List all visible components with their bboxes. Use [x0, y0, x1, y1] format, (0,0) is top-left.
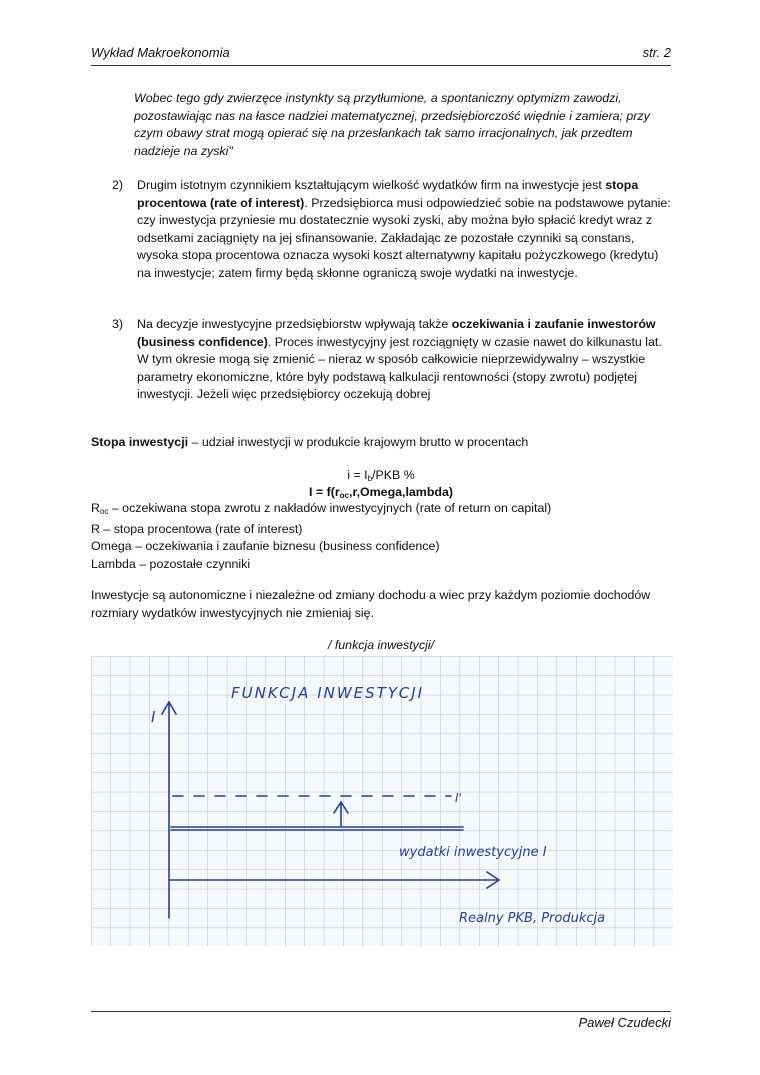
autonomy-paragraph: Inwestycje są autonomiczne i niezależne od zmiany dochodu a wiec przy każdym poziomie dochodów rozmiary wydatków inwestycyjnych nie zmieniaj się. — [91, 588, 651, 620]
text-run: . Przedsiębiorca musi odpowiedzieć sobie na podstawowe pytanie: czy inwestycja przyniesie mu dostatecznie wysoki zyski, aby można było spłacić kredyt wraz z odsetkami zaciągnięty na jej sfinansowanie. Zakładając ze pozostałe czynniki są constans, wysoka stopa procentowa oznacza wysoki koszt alternatywny kapitału pożyczkowego (kredytu) na inwestycje; zatem firmy będą skłonne ograniczą swoje wydatki na inwestycje. — [137, 195, 671, 280]
definition-row: Lambda – pozostałe czynniki — [91, 556, 251, 571]
y-axis-label: I — [151, 708, 156, 726]
header-title: Wykład Makroekonomia — [91, 45, 230, 60]
bold-term: oczekiwania i zaufanie inwestorów (business confidence) — [137, 317, 656, 349]
list-number: 3) — [112, 317, 124, 331]
text-run: Drugim istotnym czynnikiem kształtującym wielkość wydatków firm na inwestycje jest — [137, 178, 606, 192]
footer-author: Paweł Czudecki — [578, 1015, 671, 1030]
investment-rate-definition — [91, 434, 671, 452]
list-text — [137, 316, 672, 404]
definition-text: – udział inwestycji w produkcie krajowym brutto w procentach — [188, 435, 529, 449]
figure-caption: / funkcja inwestycji/ — [327, 638, 435, 652]
list-number: 2) — [112, 178, 124, 192]
list-item-3 — [112, 316, 672, 406]
list-text — [137, 177, 672, 282]
list-item-2 — [112, 177, 672, 302]
investment-function-sketch — [91, 656, 673, 946]
keynes-quote: Wobec tego gdy zwierzęce instynkty są przytłumione, a spontaniczny optymizm zawodzi, pozostawiając nas na łasce nadziei matematycznej, przedsiębiorczość więdnie i zamiera; przy czym obawy strat mogą opierać się na przesłankach tak samo irracjonalnych, jak przedtem nadzieje na zyski" — [134, 91, 650, 158]
dashed-line-label: I' — [455, 791, 462, 805]
definition-row: R – stopa procentowa (rate of interest) — [91, 521, 303, 536]
text-run: . Proces inwestycyjny jest rozciągnięty w czasie nawet do kilkunastu lat. W tym okresie mogą się zmienić – nieraz w sposób całkowicie nieprzewidywalny – wszystkie parametry ekonomiczne, które były podstawą kalkulacji rentowności (stopy zwrotu) podjętej inwestycji. Jeżeli więc przedsiębiorcy oczekują dobrej — [137, 334, 662, 401]
symbol-definitions — [91, 500, 671, 573]
definition-row: Omega – oczekiwania i zaufanie biznesu (business confidence) — [91, 539, 440, 553]
bold-term: stopa procentowa (rate of interest) — [137, 178, 639, 210]
text-run: Na decyzje inwestycyjne przedsiębiorstw wpływają także — [137, 317, 452, 331]
investment-line-label: wydatki inwestycyjne I — [399, 845, 547, 860]
page-header — [91, 45, 671, 65]
x-axis-label: Realny PKB, Produkcja — [459, 911, 606, 926]
page-number: str. 2 — [642, 45, 671, 60]
definition-term: Stopa inwestycji — [91, 435, 189, 449]
formula-rate: $i = I_b$/PKB % — [347, 468, 415, 483]
formula-investment-function: $I = f(r_{oc},r,Omega,lambda)$ — [309, 485, 453, 500]
sketch-title: FUNKCJA INWESTYCJI — [231, 684, 425, 702]
definition-row: $R_{oc}$ – oczekiwana stopa zwrotu z nakładów inwestycyjnych (rate of return on capital) — [91, 501, 552, 516]
footer-rule — [91, 1011, 671, 1012]
header-rule — [91, 65, 671, 66]
